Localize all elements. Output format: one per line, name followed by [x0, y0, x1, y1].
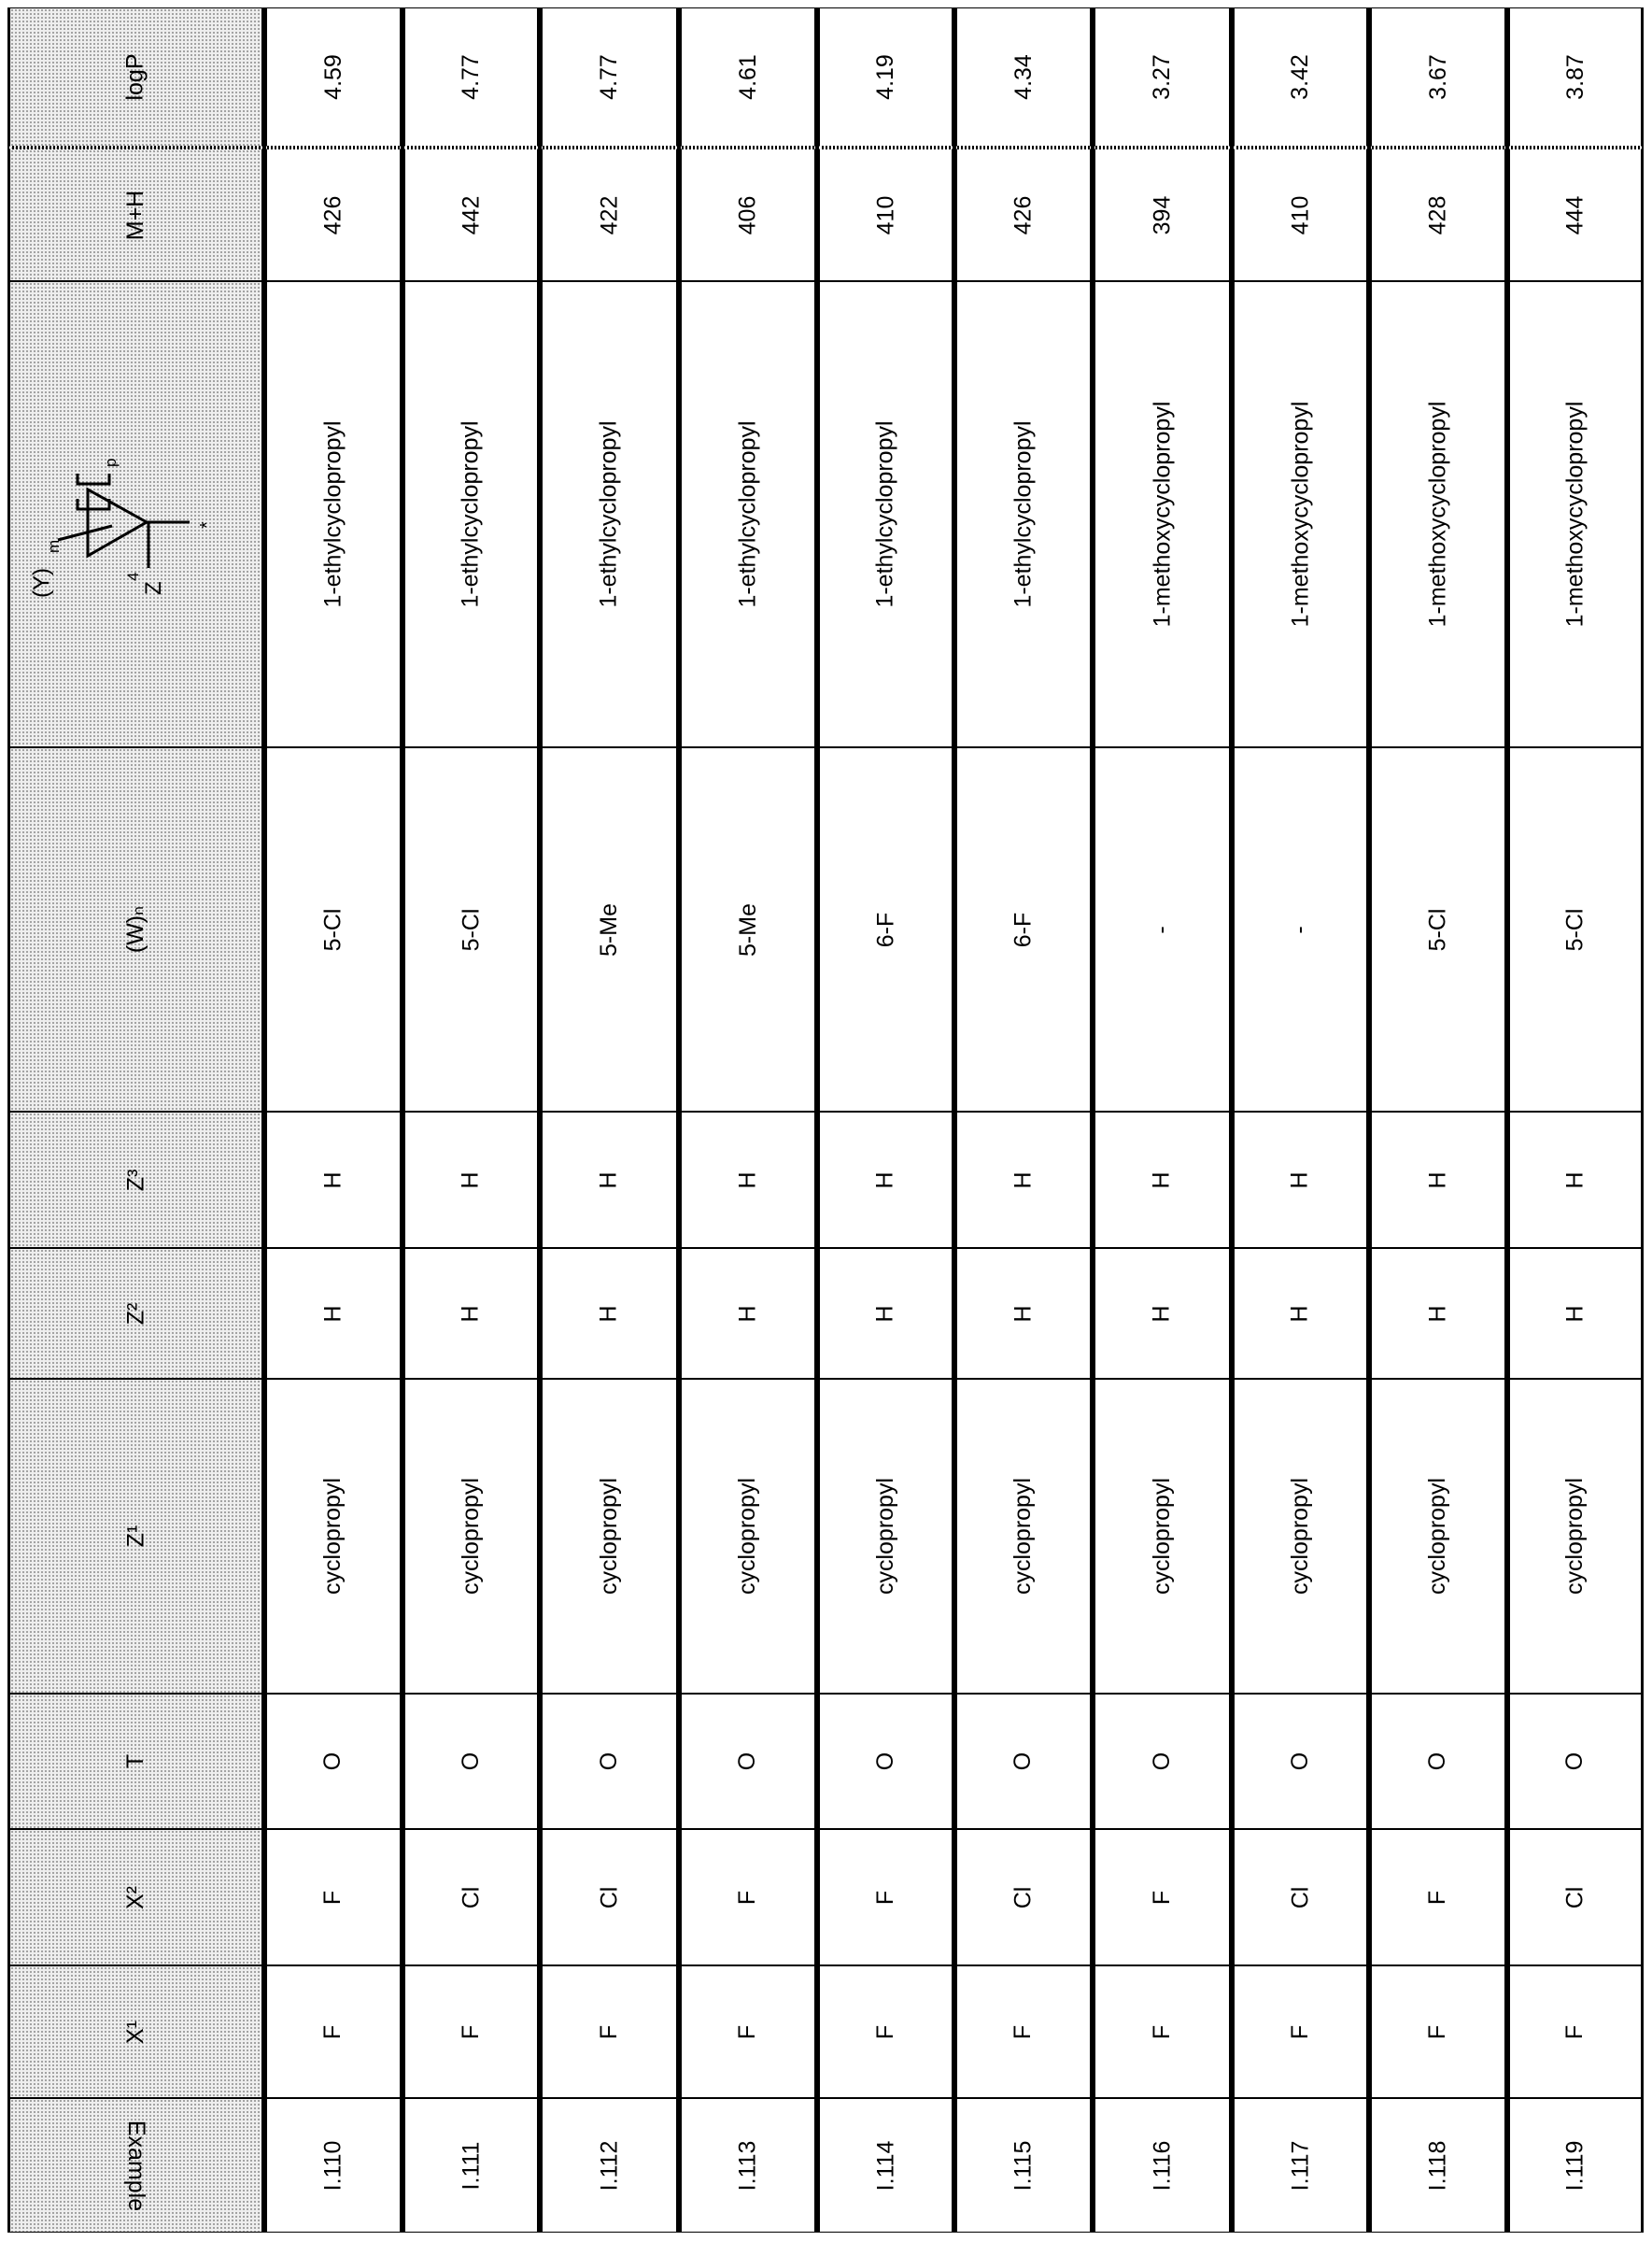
cell-y-text: 1-ethylcyclopropyl — [596, 420, 623, 607]
cell-logP — [264, 7, 402, 148]
cell-mh-text: 442 — [458, 195, 485, 234]
cell-x2-text: Cl — [1561, 1886, 1588, 1908]
cell-z3-text: H — [596, 1171, 623, 1188]
cell-example — [679, 2098, 817, 2233]
cell-mh — [679, 148, 817, 281]
cell-example — [817, 2098, 954, 2233]
cell-z2-text: H — [596, 1305, 623, 1322]
cell-z3 — [954, 1112, 1093, 1248]
cell-y-text: 1-ethylcyclopropyl — [458, 420, 485, 607]
header-example — [7, 2098, 264, 2233]
cell-w — [1093, 747, 1232, 1112]
cell-y — [1507, 281, 1644, 747]
cell-example — [540, 2098, 679, 2233]
cell-z2-text: H — [320, 1305, 347, 1322]
cell-z1 — [540, 1379, 679, 1694]
cell-t-text: O — [1424, 1752, 1451, 1770]
cell-z2 — [1232, 1248, 1369, 1379]
header-example-text: Example — [122, 2120, 149, 2210]
cell-z1 — [1369, 1379, 1507, 1694]
cell-z2 — [954, 1248, 1093, 1379]
cell-logP — [1369, 7, 1507, 148]
cell-mh-text: 422 — [596, 195, 623, 234]
cell-z1-text: cyclopropyl — [1149, 1478, 1176, 1595]
cell-z1-text: cyclopropyl — [1287, 1478, 1314, 1595]
cell-z2 — [540, 1248, 679, 1379]
cell-example-text: I.113 — [735, 2140, 762, 2191]
cell-x2 — [1507, 1829, 1644, 1965]
cell-x2 — [402, 1829, 540, 1965]
header-logP — [7, 7, 264, 148]
header-x1-text: X¹ — [122, 2021, 149, 2044]
cell-z2-text: H — [735, 1305, 762, 1322]
cell-z3 — [540, 1112, 679, 1248]
cell-mh — [540, 148, 679, 281]
cell-z2 — [402, 1248, 540, 1379]
cell-t — [540, 1694, 679, 1829]
cell-mh-text: 444 — [1562, 195, 1589, 234]
cell-x1 — [1369, 1965, 1507, 2098]
cell-x1-text: F — [1425, 2024, 1452, 2038]
cell-x1 — [817, 1965, 954, 2098]
cell-logP — [1507, 7, 1644, 148]
cell-mh — [1369, 148, 1507, 281]
cell-logP-text: 3.67 — [1424, 54, 1451, 100]
cell-w — [817, 747, 954, 1112]
cell-example-text: I.110 — [320, 2140, 347, 2191]
cell-y-text: 1-ethylcyclopropyl — [872, 420, 899, 607]
cell-t — [1093, 1694, 1232, 1829]
cell-x2 — [1093, 1829, 1232, 1965]
cell-x2-text: F — [872, 1890, 899, 1904]
cell-logP — [1093, 7, 1232, 148]
cell-w-text: - — [1149, 926, 1176, 933]
cell-mh-text: 410 — [872, 195, 899, 234]
cell-mh-text: 394 — [1149, 195, 1176, 234]
cell-z1 — [1232, 1379, 1369, 1694]
cell-example — [1093, 2098, 1232, 2233]
cell-z2 — [1507, 1248, 1644, 1379]
cell-x2 — [954, 1829, 1093, 1965]
cell-x1 — [1232, 1965, 1369, 2098]
cell-z3 — [1232, 1112, 1369, 1248]
cell-z3-text: H — [1562, 1171, 1589, 1188]
cell-x2-text: F — [320, 1890, 347, 1904]
cell-logP-text: 4.59 — [319, 54, 346, 100]
cell-logP-text: 4.34 — [1010, 54, 1037, 100]
cell-t — [817, 1694, 954, 1829]
cell-mh-text: 426 — [320, 195, 347, 234]
cell-z2-text: H — [1010, 1305, 1038, 1322]
cell-x2 — [817, 1829, 954, 1965]
cell-logP-text: 4.19 — [872, 54, 899, 100]
cell-w-text: - — [1287, 926, 1314, 933]
cell-example — [1232, 2098, 1369, 2233]
cell-x2-text: Cl — [1010, 1886, 1037, 1908]
header-mh — [7, 148, 264, 281]
cell-mh-text: 426 — [1010, 195, 1038, 234]
cell-example-text: I.116 — [1149, 2140, 1176, 2191]
cell-mh-text: 428 — [1425, 195, 1452, 234]
cell-x2-text: F — [1425, 1890, 1452, 1904]
cell-y — [1369, 281, 1507, 747]
cell-t-text: O — [1010, 1752, 1037, 1770]
cell-x1 — [1507, 1965, 1644, 2098]
cell-x1 — [954, 1965, 1093, 2098]
cell-example-text: I.118 — [1425, 2140, 1452, 2191]
cell-logP-text: 4.77 — [458, 54, 485, 100]
cell-z3-text: H — [458, 1171, 485, 1188]
cell-t-text: O — [319, 1752, 346, 1770]
cell-z1-text: cyclopropyl — [596, 1478, 623, 1595]
cell-x2-text: Cl — [596, 1886, 623, 1908]
cell-z1-text: cyclopropyl — [458, 1478, 485, 1595]
cell-x1 — [540, 1965, 679, 2098]
cell-y — [402, 281, 540, 747]
cell-x1-text: F — [1287, 2024, 1314, 2038]
cell-x1-text: F — [320, 2024, 347, 2038]
cell-t — [402, 1694, 540, 1829]
cell-t — [264, 1694, 402, 1829]
cell-mh — [1507, 148, 1644, 281]
cell-logP-text: 4.61 — [734, 54, 761, 100]
cell-t-text: O — [596, 1752, 623, 1770]
cell-x2-text: F — [735, 1890, 762, 1904]
cell-example — [1369, 2098, 1507, 2233]
cell-z3 — [264, 1112, 402, 1248]
cell-z3 — [1369, 1112, 1507, 1248]
cell-w-text: 5-Cl — [458, 908, 485, 951]
cell-y-text: 1-methoxycyclopropyl — [1149, 402, 1176, 628]
cell-z2-text: H — [1149, 1305, 1176, 1322]
cell-t-text: O — [1149, 1752, 1176, 1770]
header-mh-text: M+H — [122, 190, 149, 239]
cell-t — [954, 1694, 1093, 1829]
cell-logP-text: 3.42 — [1287, 54, 1314, 100]
cell-z1-text: cyclopropyl — [735, 1478, 762, 1595]
cell-z1 — [954, 1379, 1093, 1694]
cell-z3-text: H — [872, 1171, 899, 1188]
header-w — [7, 747, 264, 1112]
cell-w — [679, 747, 817, 1112]
cell-y-text: 1-ethylcyclopropyl — [735, 420, 762, 607]
cell-z1 — [679, 1379, 817, 1694]
cell-x2 — [679, 1829, 817, 1965]
cell-t-text: O — [872, 1752, 899, 1770]
cell-mh-text: 410 — [1287, 195, 1314, 234]
cell-mh — [1093, 148, 1232, 281]
header-x2-text: X² — [122, 1886, 149, 1909]
cell-w-text: 6-F — [872, 912, 899, 947]
cell-z1 — [817, 1379, 954, 1694]
header-t — [7, 1694, 264, 1829]
cell-z2 — [264, 1248, 402, 1379]
cell-w — [1507, 747, 1644, 1112]
cell-mh — [817, 148, 954, 281]
cell-logP — [540, 7, 679, 148]
cell-w-text: 5-Me — [735, 903, 762, 957]
cell-example — [402, 2098, 540, 2233]
cell-logP — [1232, 7, 1369, 148]
cell-x1-text: F — [596, 2024, 623, 2038]
cell-x2 — [1369, 1829, 1507, 1965]
cell-x2-text: F — [1149, 1890, 1176, 1904]
cell-y-text: 1-methoxycyclopropyl — [1425, 402, 1452, 628]
cell-example-text: I.119 — [1562, 2140, 1589, 2191]
header-z1-text: Z¹ — [122, 1525, 149, 1548]
cell-t — [1507, 1694, 1644, 1829]
header-z2-text: Z² — [122, 1302, 149, 1325]
cell-x2 — [540, 1829, 679, 1965]
cell-z1-text: cyclopropyl — [1562, 1478, 1589, 1595]
cell-logP — [679, 7, 817, 148]
cell-z2-text: H — [458, 1305, 485, 1322]
cell-logP-text: 3.27 — [1149, 54, 1176, 100]
cell-example — [954, 2098, 1093, 2233]
cell-z2-text: H — [1287, 1305, 1314, 1322]
cell-y-text: 1-methoxycyclopropyl — [1287, 402, 1314, 628]
cell-t — [1232, 1694, 1369, 1829]
cell-t-text: O — [1287, 1752, 1314, 1770]
cell-y — [817, 281, 954, 747]
cell-example-text: I.112 — [596, 2140, 623, 2191]
cell-x1-text: F — [735, 2024, 762, 2038]
cell-z3 — [402, 1112, 540, 1248]
cell-y-text: 1-methoxycyclopropyl — [1562, 402, 1589, 628]
cell-x1 — [264, 1965, 402, 2098]
header-y — [7, 281, 264, 747]
cell-w — [540, 747, 679, 1112]
header-w-text: (W)ₙ — [122, 906, 150, 953]
cell-x1 — [1093, 1965, 1232, 2098]
cell-logP — [402, 7, 540, 148]
cell-t-text: O — [734, 1752, 761, 1770]
cell-x2 — [264, 1829, 402, 1965]
cell-example — [1507, 2098, 1644, 2233]
cell-z3 — [1507, 1112, 1644, 1248]
cell-z1 — [1507, 1379, 1644, 1694]
cell-w — [402, 747, 540, 1112]
cell-t — [1369, 1694, 1507, 1829]
cell-y-text: 1-ethylcyclopropyl — [320, 420, 347, 607]
cell-mh — [1232, 148, 1369, 281]
cell-y-text: 1-ethylcyclopropyl — [1010, 420, 1038, 607]
header-z3-text: Z³ — [122, 1169, 149, 1191]
cell-w-text: 5-Cl — [1562, 908, 1589, 951]
cell-z2-text: H — [1562, 1305, 1589, 1322]
cell-z2 — [1093, 1248, 1232, 1379]
header-z2 — [7, 1248, 264, 1379]
cell-x1-text: F — [1149, 2024, 1176, 2038]
header-z1 — [7, 1379, 264, 1694]
cell-x1-text: F — [1562, 2024, 1589, 2038]
cell-example-text: I.111 — [458, 2141, 485, 2190]
cell-w-text: 5-Cl — [320, 908, 347, 951]
cell-z2 — [679, 1248, 817, 1379]
cell-z3 — [817, 1112, 954, 1248]
cell-x1 — [679, 1965, 817, 2098]
cell-w-text: 5-Me — [596, 903, 623, 957]
cell-example-text: I.115 — [1010, 2140, 1038, 2191]
cell-t — [679, 1694, 817, 1829]
cell-z1-text: cyclopropyl — [1425, 1478, 1452, 1595]
cell-y — [264, 281, 402, 747]
cell-logP-text: 3.87 — [1561, 54, 1588, 100]
cell-z3-text: H — [1287, 1171, 1314, 1188]
header-t-text: T — [122, 1754, 149, 1768]
cell-logP — [817, 7, 954, 148]
cell-z3-text: H — [1425, 1171, 1452, 1188]
cell-logP — [954, 7, 1093, 148]
cell-z2-text: H — [1425, 1305, 1452, 1322]
cell-z1-text: cyclopropyl — [872, 1478, 899, 1595]
cell-z2-text: H — [872, 1305, 899, 1322]
cell-w — [264, 747, 402, 1112]
cell-z2 — [1369, 1248, 1507, 1379]
cell-y — [679, 281, 817, 747]
cell-mh — [264, 148, 402, 281]
header-z3 — [7, 1112, 264, 1248]
cell-z3 — [679, 1112, 817, 1248]
cell-z1-text: cyclopropyl — [320, 1478, 347, 1595]
cell-example — [264, 2098, 402, 2233]
cell-z3-text: H — [735, 1171, 762, 1188]
cell-x1-text: F — [872, 2024, 899, 2038]
cell-w-text: 6-F — [1010, 912, 1038, 947]
cell-w — [954, 747, 1093, 1112]
cell-x1-text: F — [458, 2024, 485, 2038]
cell-x2-text: Cl — [1287, 1886, 1314, 1908]
cell-w-text: 5-Cl — [1425, 908, 1452, 951]
cell-example-text: I.117 — [1287, 2140, 1314, 2191]
cell-y — [954, 281, 1093, 747]
cell-z1 — [264, 1379, 402, 1694]
cell-mh — [954, 148, 1093, 281]
cell-y — [1232, 281, 1369, 747]
cell-z1 — [402, 1379, 540, 1694]
cell-x2 — [1232, 1829, 1369, 1965]
cell-w — [1369, 747, 1507, 1112]
cell-z3-text: H — [320, 1171, 347, 1188]
cell-x2-text: Cl — [458, 1886, 485, 1908]
cell-mh — [402, 148, 540, 281]
header-logP-text: logP — [122, 53, 149, 100]
cell-z1 — [1093, 1379, 1232, 1694]
cell-example-text: I.114 — [872, 2140, 899, 2191]
cell-z3 — [1093, 1112, 1232, 1248]
cell-w — [1232, 747, 1369, 1112]
header-x1 — [7, 1965, 264, 2098]
cell-z3-text: H — [1149, 1171, 1176, 1188]
cell-t-text: O — [458, 1752, 485, 1770]
cell-mh-text: 406 — [735, 195, 762, 234]
cell-t-text: O — [1561, 1752, 1588, 1770]
header-x2 — [7, 1829, 264, 1965]
cell-z2 — [817, 1248, 954, 1379]
cell-logP-text: 4.77 — [596, 54, 623, 100]
cell-y — [540, 281, 679, 747]
cell-z3-text: H — [1010, 1171, 1038, 1188]
cell-z1-text: cyclopropyl — [1010, 1478, 1038, 1595]
cell-x1 — [402, 1965, 540, 2098]
cell-x1-text: F — [1010, 2024, 1038, 2038]
cell-y — [1093, 281, 1232, 747]
